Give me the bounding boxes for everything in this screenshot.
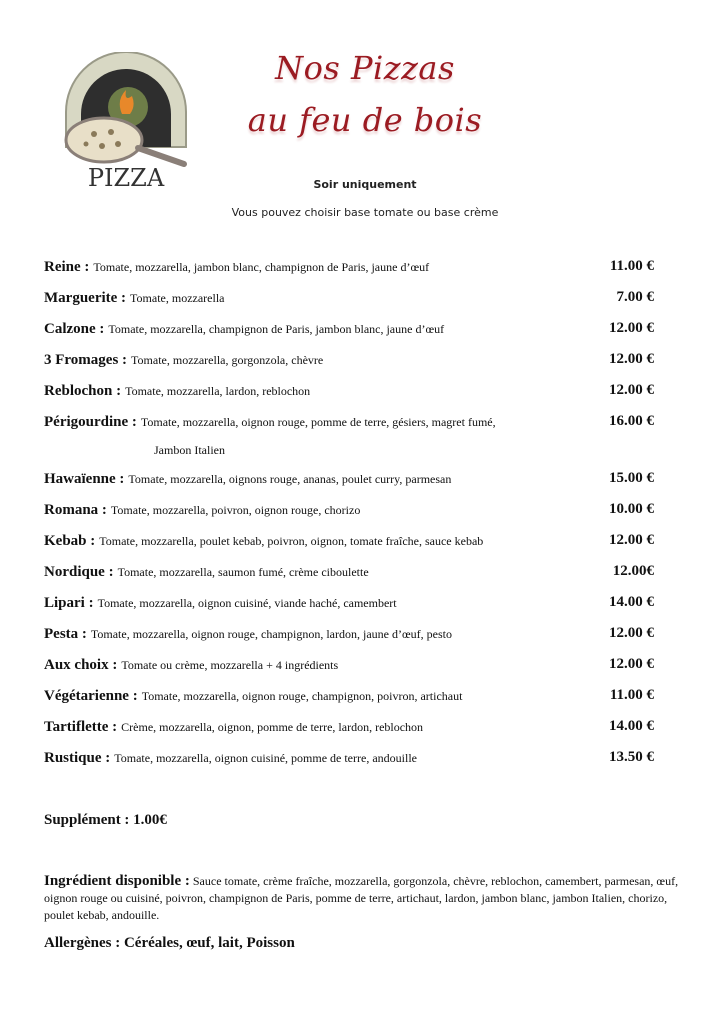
menu-item	[44, 351, 660, 382]
pizza-name: Reine :	[44, 259, 90, 275]
pizza-description: Tomate, mozzarella, oignon cuisiné, viande haché, camembert	[97, 596, 397, 610]
pizza-price: 11.00 €	[609, 258, 654, 274]
pizza-description: Tomate, mozzarella, poivron, oignon rouge, chorizo	[110, 503, 361, 517]
supplement-price: Supplément : 1.00€	[44, 812, 167, 828]
pizza-name: Végétarienne :	[44, 688, 138, 704]
pizza-price: 12.00 €	[609, 351, 654, 367]
pizza-name: Rustique :	[44, 750, 111, 766]
ingredients-label: Ingrédient disponible :	[44, 873, 190, 889]
menu-item	[44, 501, 660, 532]
pizza-name: Kebab :	[44, 533, 96, 549]
pizza-name: 3 Fromages :	[44, 352, 128, 368]
menu-item	[44, 687, 660, 718]
pizza-name: Calzone :	[44, 321, 105, 337]
menu-item	[44, 382, 660, 413]
menu-item	[44, 625, 660, 656]
pizza-description: Tomate, mozzarella, oignons rouge, ananas, poulet curry, parmesan	[128, 472, 452, 486]
menu-item	[44, 258, 660, 289]
pizza-description: Crème, mozzarella, oignon, pomme de terre, lardon, reblochon	[121, 720, 424, 734]
pizza-price: 12.00€	[612, 563, 654, 579]
pizza-description: Tomate, mozzarella, oignon rouge, champignon, lardon, jaune d’œuf, pesto	[90, 627, 452, 641]
menu-item	[44, 413, 660, 470]
title-line-1: Nos Pizzas	[275, 49, 455, 87]
pizza-name: Reblochon :	[44, 383, 122, 399]
pizza-oven-icon	[56, 52, 196, 192]
pizza-name: Marguerite :	[44, 290, 127, 306]
pizza-description-continued: Jambon Italien	[154, 443, 225, 457]
pizza-name: Lipari :	[44, 595, 94, 611]
pizza-oven-logo	[56, 52, 196, 192]
menu-item	[44, 320, 660, 351]
pizza-description: Tomate, mozzarella, saumon fumé, crème ciboulette	[117, 565, 369, 579]
pizza-price: 12.00 €	[609, 320, 654, 336]
pizza-price: 12.00 €	[609, 382, 654, 398]
pizza-price: 16.00 €	[609, 413, 654, 429]
evening-only-note: Soir uniquement	[313, 178, 417, 191]
svg-text:PIZZA: PIZZA	[87, 164, 165, 192]
ingredients-text: Sauce tomate, crème fraîche, mozzarella, gorgonzola, chèvre, reblochon, camembert, parmesan, œuf, oignon rouge ou cuisiné, poivron, champignon de Paris, pomme de terre, artichaut, lardon, jambon blanc, jambon Italien, chorizo, poulet kebab, andouille.	[44, 874, 679, 922]
pizza-price: 14.00 €	[609, 594, 654, 610]
pizza-description: Tomate, mozzarella, oignon cuisiné, pomme de terre, andouille	[114, 751, 417, 765]
pizza-name: Nordique :	[44, 564, 114, 580]
pizza-description: Tomate, mozzarella, gorgonzola, chèvre	[131, 353, 324, 367]
pizza-price: 14.00 €	[609, 718, 654, 734]
pizza-description: Tomate, mozzarella	[130, 291, 225, 305]
menu-item	[44, 470, 660, 501]
menu-item	[44, 718, 660, 749]
allergens: Allergènes : Céréales, œuf, lait, Poisson	[44, 935, 295, 951]
pizza-description: Tomate, mozzarella, oignon rouge, champignon, poivron, artichaut	[141, 689, 463, 703]
pizza-price: 12.00 €	[609, 532, 654, 548]
pizza-name: Romana :	[44, 502, 107, 518]
pizza-description: Tomate, mozzarella, poulet kebab, poivron, oignon, tomate fraîche, sauce kebab	[99, 534, 484, 548]
pizza-price: 15.00 €	[609, 470, 654, 486]
pizza-price: 12.00 €	[609, 656, 654, 672]
pizza-menu-list	[44, 258, 660, 780]
menu-item	[44, 532, 660, 563]
pizza-name: Pesta :	[44, 626, 87, 642]
menu-item	[44, 656, 660, 687]
menu-item	[44, 594, 660, 625]
pizza-description: Tomate, mozzarella, oignon rouge, pomme de terre, gésiers, magret fumé,	[140, 415, 496, 429]
available-ingredients	[44, 873, 684, 924]
pizza-price: 10.00 €	[609, 501, 654, 517]
pizza-price: 11.00 €	[609, 687, 654, 703]
pizza-name: Tartiflette :	[44, 719, 118, 735]
pizza-price: 7.00 €	[616, 289, 654, 305]
pizza-description: Tomate, mozzarella, champignon de Paris, jambon blanc, jaune d’œuf	[108, 322, 445, 336]
base-choice-note: Vous pouvez choisir base tomate ou base crème	[231, 206, 499, 219]
title-line-2: au feu de bois	[247, 101, 483, 139]
pizza-name: Périgourdine :	[44, 414, 137, 430]
pizza-name: Aux choix :	[44, 657, 118, 673]
page-title	[240, 42, 490, 146]
pizza-description: Tomate, mozzarella, jambon blanc, champignon de Paris, jaune d’œuf	[93, 260, 430, 274]
menu-item	[44, 289, 660, 320]
pizza-name: Hawaïenne :	[44, 471, 125, 487]
menu-item	[44, 563, 660, 594]
menu-item	[44, 749, 660, 780]
pizza-price: 12.00 €	[609, 625, 654, 641]
pizza-description: Tomate, mozzarella, lardon, reblochon	[125, 384, 311, 398]
pizza-description: Tomate ou crème, mozzarella + 4 ingrédients	[121, 658, 339, 672]
pizza-price: 13.50 €	[609, 749, 654, 765]
